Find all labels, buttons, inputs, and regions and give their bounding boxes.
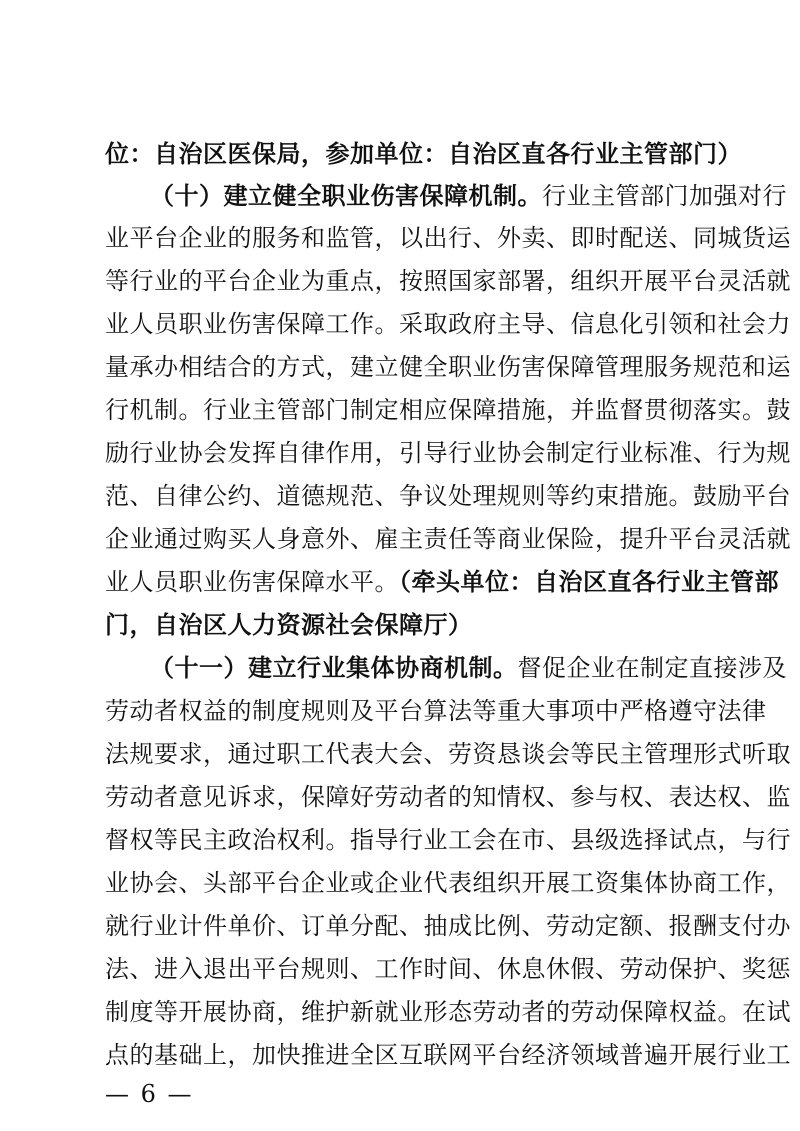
text-line-16	[105, 777, 791, 817]
text-line-9-text: 范、自律公约、道德规范、争议处理规则等约束措施。鼓励平台	[105, 482, 791, 510]
text-line-19	[105, 906, 791, 946]
text-line-5-text: 业人员职业伤害保障工作。采取政府主导、信息化引领和社会力	[105, 310, 791, 338]
text-line-10-text: 企业通过购买人身意外、雇主责任等商业保险，提升平台灵活就	[105, 525, 791, 553]
section-11-heading-line	[150, 648, 787, 688]
text-line-20-text: 法、进入退出平台规则、工作时间、休息休假、劳动保护、奖惩	[105, 955, 791, 983]
text-line-14	[105, 691, 767, 731]
text-line-18	[105, 863, 791, 903]
text-line-19-text: 就行业计件单价、订单分配、抽成比例、劳动定额、报酬支付办	[105, 912, 791, 940]
text-line-4-text: 等行业的平台企业为重点，按照国家部署，组织开展平台灵活就	[105, 267, 791, 295]
text-line-3	[105, 218, 791, 258]
section-10-heading: （十）建立健全职业伤害保障机制。	[150, 182, 542, 210]
text-line-17	[105, 820, 791, 860]
text-line-18-text: 业协会、头部平台企业或企业代表组织开展工资集体协商工作，	[105, 869, 791, 897]
text-line-20	[105, 949, 791, 989]
text-line-22	[105, 1035, 791, 1075]
text-line-22-text: 点的基础上，加快推进全区互联网平台经济领域普遍开展行业工	[105, 1041, 791, 1069]
text-line-15	[105, 734, 791, 774]
section-11-heading: （十一）建立行业集体协商机制。	[150, 654, 518, 682]
text-line-17-text: 督权等民主政治权利。指导行业工会在市、县级选择试点，与行	[105, 826, 791, 854]
text-line-14-text: 劳动者权益的制度规则及平台算法等重大事项中严格遵守法律	[105, 697, 767, 725]
text-line-1-bold: 位：自治区医保局，参加单位：自治区直各行业主管部门）	[105, 140, 742, 168]
text-line-16-text: 劳动者意见诉求，保障好劳动者的知情权、参与权、表达权、监	[105, 783, 791, 811]
text-line-8-text: 励行业协会发挥自律作用，引导行业协会制定行业标准、行为规	[105, 439, 791, 467]
text-line-21	[105, 992, 791, 1032]
section-10-heading-line	[150, 176, 787, 216]
text-line-3-text: 业平台企业的服务和监管，以出行、外卖、即时配送、同城货运	[105, 224, 791, 252]
text-line-12	[105, 605, 700, 645]
text-line-5	[105, 304, 791, 344]
text-line-4	[105, 261, 791, 301]
text-line-11-text: 业人员职业伤害保障水平。	[105, 568, 399, 596]
text-line-15-text: 法规要求，通过职工代表大会、劳资恳谈会等民主管理形式听取	[105, 740, 791, 768]
lead-unit-label: （牵头单位：自治区直各行业主管部	[399, 568, 779, 596]
page-number: — 6 —	[105, 1080, 194, 1108]
text-line-21-text: 制度等开展协商，维护新就业形态劳动者的劳动保障权益。在试	[105, 998, 791, 1026]
section-10-text-start: 行业主管部门加强对行	[542, 182, 787, 210]
lead-unit-continued: 门，自治区人力资源社会保障厅）	[105, 611, 473, 639]
text-line-7	[105, 390, 791, 430]
text-line-10	[105, 519, 791, 559]
text-line-11	[105, 562, 779, 602]
text-line-7-text: 行机制。行业主管部门制定相应保障措施，并监督贯彻落实。鼓	[105, 396, 791, 424]
text-line-1	[105, 134, 742, 174]
text-line-8	[105, 433, 791, 473]
text-line-6-text: 量承办相结合的方式，建立健全职业伤害保障管理服务规范和运	[105, 353, 791, 381]
text-line-6	[105, 347, 791, 387]
text-line-9	[105, 476, 791, 516]
section-11-text-start: 督促企业在制定直接涉及	[517, 654, 787, 682]
